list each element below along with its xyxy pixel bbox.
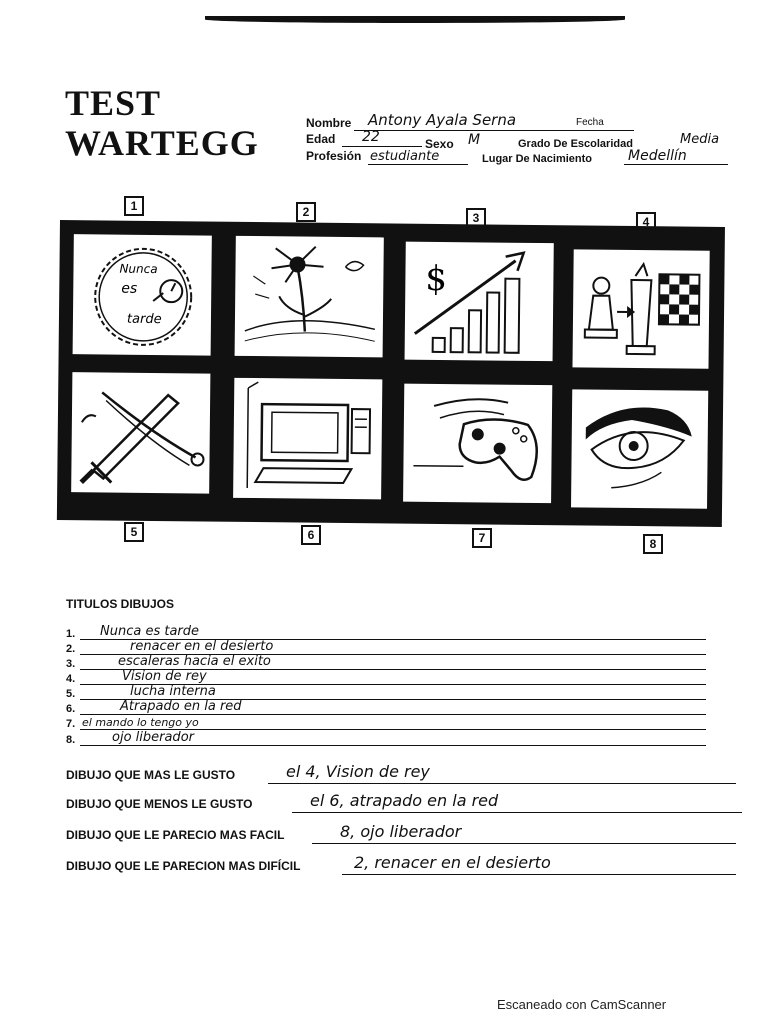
nombre-field[interactable] <box>354 111 634 131</box>
title-text: Nunca es tarde <box>100 624 200 639</box>
title-number: 5. <box>66 688 76 700</box>
panel1-word-es: es <box>121 280 138 297</box>
lugar-value: Medellín <box>628 148 687 164</box>
drawing-number-1: 1 <box>124 196 144 216</box>
answer-underline <box>312 843 736 844</box>
title-text: Atrapado en la red <box>120 699 242 714</box>
question-most-liked[interactable] <box>66 762 736 784</box>
drawing-number-8: 8 <box>643 534 663 554</box>
drawing-panel-6[interactable] <box>233 378 382 500</box>
title-row[interactable] <box>66 715 706 730</box>
sexo-label: Sexo <box>425 137 454 151</box>
title-text: lucha interna <box>130 684 216 699</box>
top-scan-edge <box>205 16 625 23</box>
title-text: renacer en el desierto <box>130 639 274 654</box>
edad-label: Edad <box>306 132 336 146</box>
question-label: DIBUJO QUE MAS LE GUSTO <box>66 768 236 782</box>
drawing-panel-5[interactable] <box>71 372 210 493</box>
answer-underline <box>342 874 736 875</box>
answer-text: el 6, atrapado en la red <box>310 791 499 810</box>
title-row[interactable] <box>66 640 706 655</box>
edad-value: 22 <box>362 129 380 145</box>
lugar-label: Lugar De Nacimiento <box>482 153 593 165</box>
answer-text: el 4, Vision de rey <box>286 762 430 781</box>
title-number: 7. <box>66 718 76 730</box>
drawing-panel-2[interactable] <box>235 236 384 358</box>
nombre-value: Antony Ayala Serna <box>368 111 517 129</box>
drawing-panel-8[interactable] <box>571 389 708 508</box>
drawing-number-5: 5 <box>124 522 144 542</box>
title-test: TEST <box>65 83 162 123</box>
title-number: 1. <box>66 628 76 640</box>
panel3-dollar-sign: $ <box>425 258 448 300</box>
title-number: 4. <box>66 673 76 685</box>
answer-underline <box>268 783 736 784</box>
drawing-panel-1[interactable] <box>73 234 212 355</box>
title-text: escaleras hacia el exito <box>118 654 271 669</box>
question-hardest[interactable] <box>66 853 736 875</box>
drawing-number-6: 6 <box>301 525 321 545</box>
title-number: 3. <box>66 658 76 670</box>
grado-value: Media <box>680 132 720 147</box>
grado-label: Grado De Escolaridad <box>518 138 633 150</box>
title-text: el mando lo tengo yo <box>82 716 199 729</box>
answer-text: 2, renacer en el desierto <box>354 853 551 872</box>
drawing-grid <box>57 220 725 527</box>
title-number: 8. <box>66 734 76 746</box>
title-row[interactable] <box>66 655 706 670</box>
title-text: Vision de rey <box>122 669 207 684</box>
answer-text: 8, ojo liberador <box>340 822 462 841</box>
title-row[interactable] <box>66 670 706 685</box>
title-row[interactable] <box>66 731 706 746</box>
profesion-value: estudiante <box>370 149 440 164</box>
fecha-label: Fecha <box>576 117 604 128</box>
question-label: DIBUJO QUE LE PARECION MAS DIFÍCIL <box>66 859 301 873</box>
title-row[interactable] <box>66 685 706 700</box>
profesion-field[interactable] <box>368 150 468 165</box>
scanner-watermark: Escaneado con CamScanner <box>497 997 667 1012</box>
title-number: 2. <box>66 643 76 655</box>
question-easiest[interactable] <box>66 822 736 844</box>
question-least-liked[interactable] <box>66 791 742 813</box>
panel1-word-nunca: Nunca <box>119 261 158 277</box>
title-underline <box>80 745 706 746</box>
drawing-panel-4[interactable] <box>572 249 709 368</box>
sexo-value: M <box>468 132 481 148</box>
question-label: DIBUJO QUE LE PARECIO MAS FACIL <box>66 828 285 842</box>
title-wartegg: WARTEGG <box>65 123 259 163</box>
answer-underline <box>292 812 742 813</box>
title-text: ojo liberador <box>112 730 194 745</box>
title-row[interactable] <box>66 700 706 715</box>
drawing-number-7: 7 <box>472 528 492 548</box>
question-label: DIBUJO QUE MENOS LE GUSTO <box>66 797 253 811</box>
drawing-number-4: 4 <box>636 212 656 232</box>
drawing-panel-3[interactable] <box>405 242 554 362</box>
edad-field[interactable] <box>342 129 422 147</box>
lugar-field[interactable] <box>624 150 728 165</box>
drawing-panel-7[interactable] <box>403 384 552 504</box>
titles-heading: TITULOS DIBUJOS <box>66 597 175 611</box>
drawing-number-2: 2 <box>296 202 316 222</box>
nombre-label: Nombre <box>306 116 352 130</box>
profesion-label: Profesión <box>306 149 362 163</box>
panel1-word-tarde: tarde <box>126 311 162 328</box>
drawing-number-3: 3 <box>466 208 486 228</box>
title-number: 6. <box>66 703 76 715</box>
title-row[interactable] <box>66 625 706 640</box>
